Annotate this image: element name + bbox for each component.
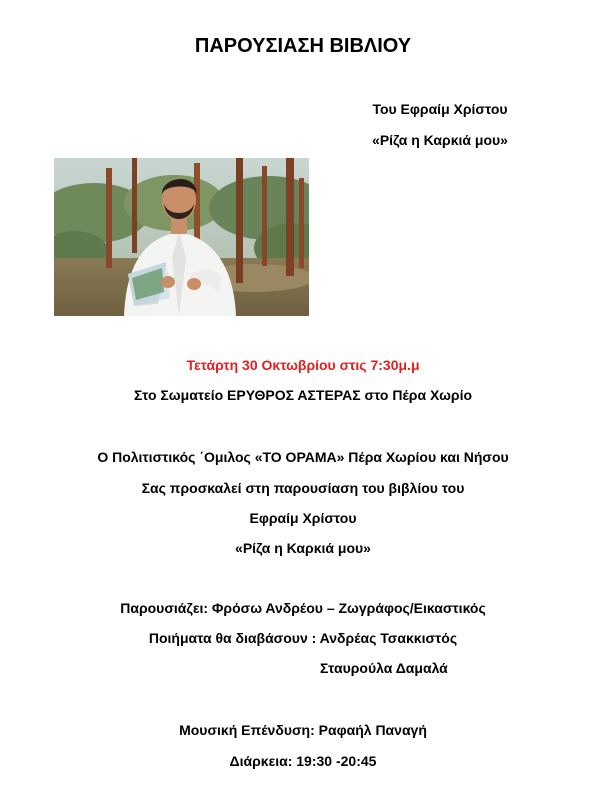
event-date: Τετάρτη 30 Οκτωβρίου στις 7:30μ.μ xyxy=(186,357,420,373)
invitation-author: Εφραίμ Χρίστου xyxy=(249,510,357,526)
page-title: ΠΑΡΟΥΣΙΑΣΗ ΒΙΒΛΙΟΥ xyxy=(194,35,412,57)
invitation-book-title: «Ρίζα η Καρκιά μου» xyxy=(235,540,371,556)
readers-line: Ποιήματα θα διαβάσουν : Ανδρέας Τσακκιστός xyxy=(148,630,458,646)
author-name: Του Εφραίμ Χρίστου xyxy=(372,101,508,117)
book-title: «Ρίζα η Καρκιά μου» xyxy=(372,132,508,148)
author-photo xyxy=(54,158,309,316)
event-venue: Στο Σωματείο ΕΡΥΘΡΟΣ ΑΣΤΕΡΑΣ στο Πέρα Χωρίο xyxy=(133,387,473,403)
music-credit: Μουσική Επένδυση: Ραφαήλ Παναγή xyxy=(179,722,427,738)
second-reader: Σταυρούλα Δαμαλά xyxy=(320,660,448,676)
invitation-line-1: Ο Πολιτιστικός ΄Ομιλος «ΤΟ ΟΡΑΜΑ» Πέρα Χωρίου και Νήσου xyxy=(97,449,509,465)
presenter-line: Παρουσιάζει: Φρόσω Ανδρέου – Ζωγράφος/Εικαστικός xyxy=(120,600,486,616)
invitation-line-2: Σας προσκαλεί στη παρουσίαση του βιβλίου του xyxy=(141,480,465,496)
event-duration: Διάρκεια: 19:30 -20:45 xyxy=(229,753,377,769)
